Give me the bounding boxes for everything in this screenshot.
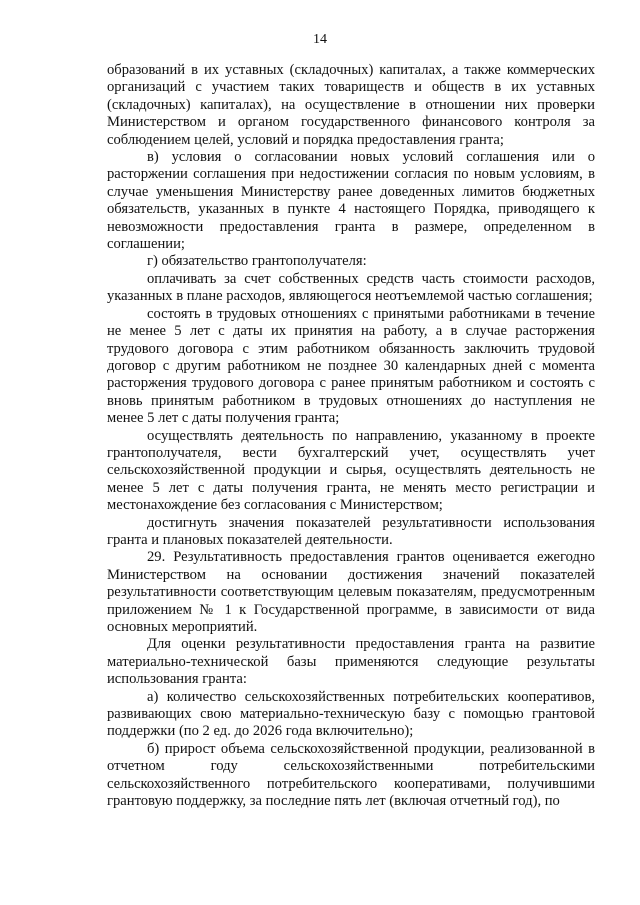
- paragraph-item-g: г) обязательство грантополучателя:: [147, 253, 367, 270]
- paragraph-obligation-activity: осуществлять деятельность по направлению, указанному в проекте грантополучателя, вести бухгалтерский учет, осуществлять учет сельскохозяйственной продукции и сырья, осуществлять деятельность не менее 5 лет с даты получения гранта, не менять место регистрации и местонахождение без согласования с Министерством;: [107, 427, 595, 514]
- paragraph-obligation-indicators: достигнуть значения показателей результативности использования гранта и плановых показателей деятельности.: [107, 514, 595, 548]
- paragraph-item-v: в) условия о согласовании новых условий соглашения или о расторжении соглашения при недостижении согласия по новым условиям, в случае уменьшения Министерству ранее доведенных лимитов бюджетных обязательств, указанных в пункте 4 настоящего Порядка, приводящего к невозможности предоставления гранта в размере, определенном в соглашении;: [107, 149, 595, 253]
- paragraph-result-b: б) прирост объема сельскохозяйственной продукции, реализованной в отчетном году сельскохозяйственными потребительскими сельскохозяйственного потребительского кооперативами, получившими грантовую поддержку, за последние пять лет (включая отчетный год), по: [107, 740, 595, 810]
- paragraph-continuation: образований в их уставных (складочных) капиталах, а также коммерческих организаций с участием таких товариществ и обществ в их уставных (складочных) капиталах), на осуществление в отношении них проверки Министерством и органом государственного финансового контроля за соблюдением целей, условий и порядка предоставления гранта;: [107, 62, 595, 148]
- page-number: 14: [313, 32, 327, 47]
- paragraph-section-29: 29. Результативность предоставления грантов оценивается ежегодно Министерством на основании достижения значений показателей результативности соответствующим целевым показателям, предусмотренным приложением № 1 к Государственной программе, в зависимости от вида основных мероприятий.: [107, 549, 595, 635]
- paragraph-result-a: а) количество сельскохозяйственных потребительских кооперативов, развивающих свою материально-техническую базу с помощью грантовой поддержки (по 2 ед. до 2026 года включительно);: [107, 688, 595, 740]
- paragraph-obligation-employment: состоять в трудовых отношениях с принятыми работниками в течение не менее 5 лет с даты их принятия на работу, а в случае расторжения трудового договора с этим работником обязанность заключить трудовой договор с другим работником не позднее 30 календарных дней с момента расторжения трудового договора с ранее принятым работником и состоять с вновь принятым работником в трудовых отношениях до наступления не менее 5 лет с даты получения гранта;: [107, 305, 595, 427]
- paragraph-evaluation-intro: Для оценки результативности предоставления гранта на развитие материально-технической базы применяются следующие результаты использования гранта:: [107, 636, 595, 688]
- paragraph-obligation-payment: оплачивать за счет собственных средств часть стоимости расходов, указанных в плане расходов, являющегося неотъемлемой частью соглашения;: [107, 270, 595, 305]
- document-body: [107, 62, 595, 810]
